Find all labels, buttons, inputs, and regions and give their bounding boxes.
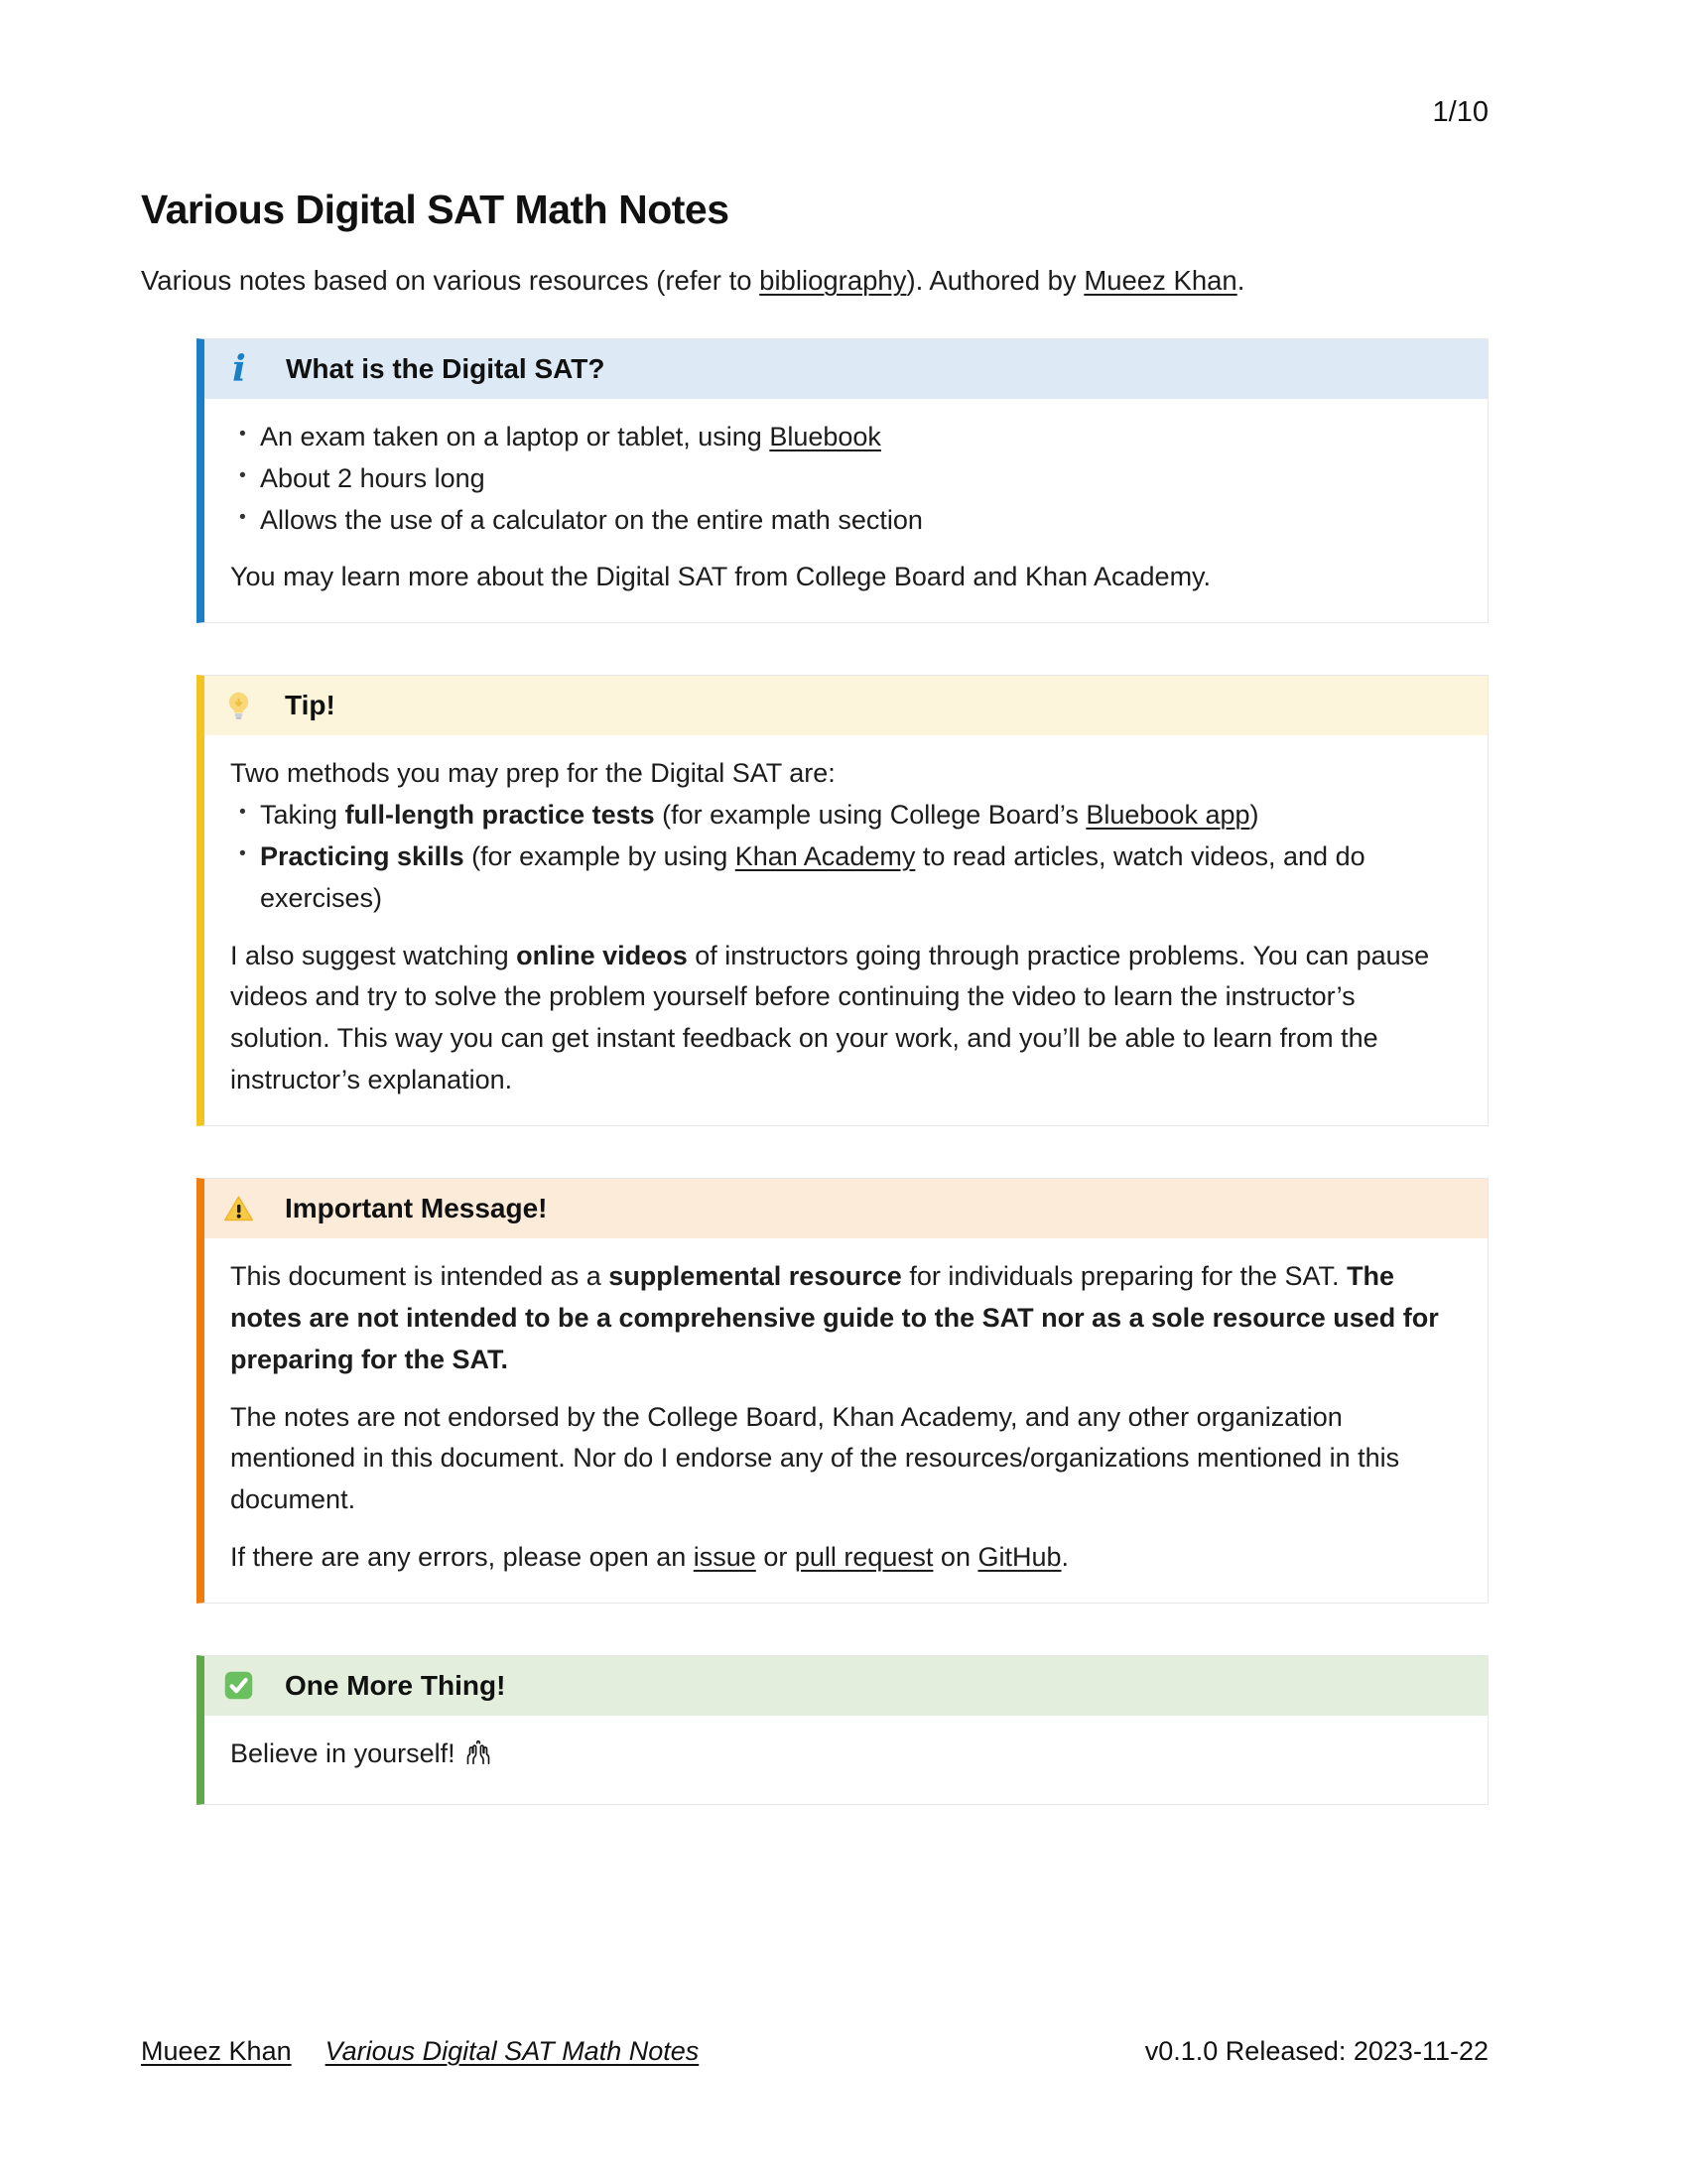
emphasis-text: Practicing skills <box>260 840 464 871</box>
tip-bullet-list <box>230 795 1458 920</box>
list-item-text: to read articles, watch videos, and do exercises) <box>260 840 1365 913</box>
page-footer <box>141 2036 1489 2067</box>
callout-info-header <box>204 339 1488 399</box>
important-paragraph <box>230 1256 1458 1381</box>
lightbulb-icon <box>222 690 255 722</box>
intro-text: ). Authored by <box>906 265 1085 296</box>
list-item-text: (for example using College Board’s <box>654 800 1087 831</box>
callout-important-header <box>204 1179 1488 1238</box>
author-link[interactable]: Mueez Khan <box>1084 265 1237 296</box>
callout-one-more-thing <box>196 1655 1489 1805</box>
emphasis-text: supplemental resource <box>608 1261 902 1291</box>
callout-info-title: What is the Digital SAT? <box>286 352 605 384</box>
bibliography-link[interactable]: bibliography <box>759 265 907 296</box>
tip-text: of instructors going through practice problems. You can pause videos and try to solve the problem yourself before continuing the video to learn the instructor’s solution. This way you can get instant feedback on your work, and you’ll be able to learn from the instructor’s explanation. <box>230 940 1430 1095</box>
bluebook-link[interactable]: Bluebook <box>769 421 881 451</box>
callout-tip-header <box>204 676 1488 735</box>
callout-what-is-digital-sat <box>196 338 1489 623</box>
callout-tip-title: Tip! <box>285 690 335 721</box>
emphasis-text: online videos <box>516 940 688 970</box>
callout-tip <box>196 675 1489 1126</box>
list-item-text: An exam taken on a laptop or tablet, using <box>260 421 770 451</box>
footer-author-link[interactable]: Mueez Khan <box>141 2036 292 2066</box>
important-text: This document is intended as a <box>230 1261 609 1291</box>
info-paragraph: You may learn more about the Digital SAT from College Board and Khan Academy. <box>230 562 1212 592</box>
callout-important-title: Important Message! <box>285 1193 548 1223</box>
khan-academy-link[interactable]: Khan Academy <box>734 840 916 871</box>
important-text: If there are any errors, please open an <box>230 1542 694 1573</box>
list-item <box>230 795 1458 836</box>
emphasis-text: full-length practice tests <box>344 800 655 831</box>
callout-tip-body <box>204 735 1488 1125</box>
list-item-text: Taking <box>260 800 345 831</box>
list-item: • About 2 hours long <box>230 458 1458 500</box>
raising-hands-icon <box>463 1737 493 1780</box>
callout-one-more-header <box>204 1656 1488 1716</box>
list-item: • Allows the use of a calculator on the entire math section <box>230 500 1458 542</box>
list-item <box>230 836 1458 920</box>
important-text: on <box>933 1542 978 1573</box>
important-text: for individuals preparing for the SAT. <box>901 1261 1348 1291</box>
intro-text: Various notes based on various resources (refer to <box>141 265 760 296</box>
page-title: Various Digital SAT Math Notes <box>141 187 729 232</box>
callout-important-message <box>196 1178 1489 1604</box>
bluebook-app-link[interactable]: Bluebook app <box>1086 800 1250 831</box>
list-item-text: ) <box>1249 800 1259 831</box>
important-text: or <box>755 1542 795 1573</box>
info-icon: i <box>232 347 246 390</box>
list-item-text: (for example by using <box>463 840 735 871</box>
info-bullet-list <box>230 417 1458 542</box>
callout-one-more-title: One More Thing! <box>285 1669 506 1701</box>
warning-triangle-icon <box>222 1193 255 1225</box>
intro-text: . <box>1236 265 1245 296</box>
tip-paragraph: Two methods you may prep for the Digital SAT are: <box>230 758 836 789</box>
list-item <box>230 417 1458 458</box>
page-number: 1/10 <box>1432 96 1489 128</box>
important-paragraph <box>230 1537 1458 1579</box>
intro-paragraph <box>141 261 1489 301</box>
github-link[interactable]: GitHub <box>977 1542 1062 1573</box>
one-more-text: Believe in yourself! <box>230 1737 455 1768</box>
callout-one-more-body <box>204 1716 1488 1804</box>
callout-important-body <box>204 1238 1488 1603</box>
tip-text: I also suggest watching <box>230 940 517 970</box>
important-text: . <box>1061 1542 1070 1573</box>
footer-left <box>141 2036 699 2067</box>
callout-info-body <box>204 399 1488 622</box>
emphasis-text: The notes are not intended to be a comprehensive guide to the SAT nor as a sole resource used for preparing for the SAT. <box>230 1261 1439 1374</box>
pull-request-link[interactable]: pull request <box>794 1542 934 1573</box>
issue-link[interactable]: issue <box>693 1542 756 1573</box>
check-mark-icon <box>222 1669 255 1702</box>
one-more-paragraph <box>230 1734 1458 1780</box>
footer-version: v0.1.0 Released: 2023-11-22 <box>1144 2036 1489 2066</box>
tip-paragraph <box>230 936 1458 1101</box>
important-paragraph: The notes are not endorsed by the College Board, Khan Academy, and any other organization mentioned in this document. Nor do I endorse any of the resources/organizations mentioned in this document. <box>230 1401 1400 1515</box>
footer-doc-title-link[interactable]: Various Digital SAT Math Notes <box>325 2036 700 2066</box>
